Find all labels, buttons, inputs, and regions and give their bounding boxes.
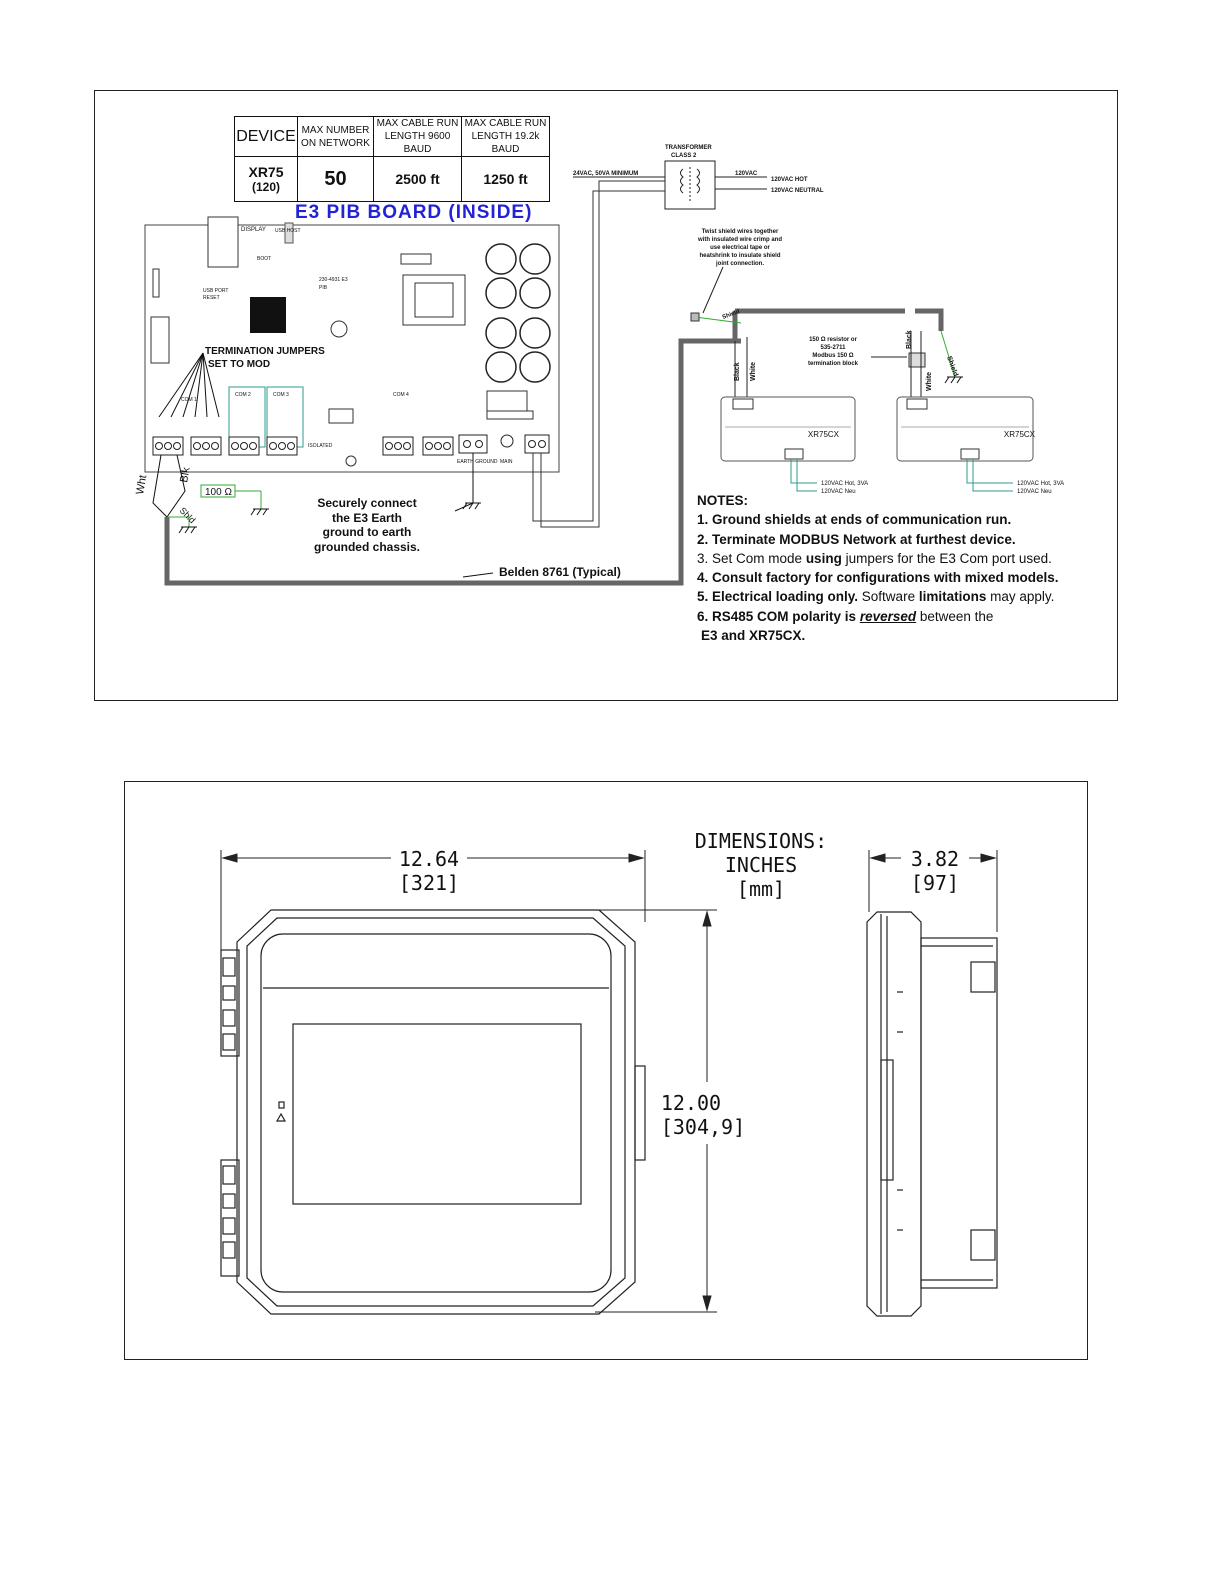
- set-to-mod-label: SET TO MOD: [208, 359, 271, 370]
- wiring-diagram-panel: [94, 90, 1118, 701]
- board-title: E3 PIB BOARD (INSIDE): [295, 202, 533, 223]
- table-header-max-number: MAX NUMBER ON NETWORK: [298, 117, 374, 157]
- xr75cx-device-1: [721, 397, 868, 495]
- belden-cable: [167, 341, 741, 583]
- device-model-sub: (120): [251, 180, 280, 194]
- dimension-drawing: [125, 782, 1087, 1359]
- label-isolated: ISOLATED: [308, 443, 333, 449]
- svg-text:grounded chassis.: grounded chassis.: [313, 540, 421, 554]
- transformer-primary: 120VAC: [735, 171, 758, 177]
- note-1: 1. Ground shields at ends of communication run.: [697, 512, 1012, 528]
- front-view: [221, 910, 645, 1314]
- svg-text:150 Ω resistor or: 150 Ω resistor or: [809, 337, 857, 343]
- table-cell-run-19200: 1250 ft: [462, 157, 550, 202]
- twist-shield-note: [697, 229, 782, 313]
- table-cell-max-number: 50: [298, 157, 374, 202]
- svg-text:DIMENSIONS:: DIMENSIONS:: [694, 829, 828, 853]
- termination-jumpers-label: TERMINATION JUMPERS: [205, 346, 325, 357]
- svg-text:ground to earth: ground to earth: [322, 525, 412, 539]
- dimensions-panel: [124, 781, 1088, 1360]
- wire-label-shield: Shield: [721, 309, 741, 321]
- label-main: MAIN: [500, 459, 513, 465]
- label-usb-host: USB HOST: [275, 228, 301, 234]
- depth-mm: [97]: [910, 871, 960, 895]
- height-inches: 12.00: [660, 1091, 722, 1115]
- label-boot: BOOT: [257, 256, 272, 262]
- transformer-secondary: 24VAC, 50VA MINIMUM: [573, 171, 639, 177]
- label-display: DISPLAY: [241, 227, 266, 233]
- table-header-run-19200: MAX CABLE RUN LENGTH 19.2k BAUD: [462, 117, 550, 157]
- label-part-number: 230-4931 E3: [319, 277, 348, 283]
- svg-text:[mm]: [mm]: [736, 877, 786, 901]
- note-6: 6. RS485 COM polarity is reversed between the: [697, 608, 994, 624]
- height-mm: [304,9]: [660, 1115, 746, 1139]
- label-com2: COM 2: [235, 392, 251, 398]
- svg-text:with insulated wire crimp and: with insulated wire crimp and: [697, 237, 783, 243]
- earth-ground-note: [314, 496, 420, 554]
- svg-text:535-2711: 535-2711: [820, 345, 846, 351]
- svg-text:the E3 Earth: the E3 Earth: [331, 511, 403, 525]
- device-2-power-neu: 120VAC Neu: [1017, 489, 1052, 495]
- svg-text:use electrical tape or: use electrical tape or: [710, 245, 770, 251]
- label-pib: PIB: [319, 285, 328, 291]
- note-3: 3. Set Com mode using jumpers for the E3 Com port used.: [697, 550, 1052, 566]
- transformer-title: TRANSFORMER: [665, 145, 712, 151]
- device-2-name: XR75CX: [1003, 430, 1035, 439]
- width-mm: [321]: [398, 871, 460, 895]
- label-reset: RESET: [203, 295, 220, 301]
- svg-text:heatshrink to insulate shield: heatshrink to insulate shield: [699, 253, 781, 259]
- svg-text:Twist shield wires together: Twist shield wires together: [701, 229, 779, 235]
- wire-label-white-1: White: [750, 361, 757, 381]
- note-2: 2. Terminate MODBUS Network at furthest device.: [697, 531, 1016, 547]
- label-com3: COM 3: [273, 392, 289, 398]
- ground-symbol-3: [945, 377, 963, 383]
- svg-text:INCHES: INCHES: [724, 853, 798, 877]
- table-cell-run-9600: 2500 ft: [374, 157, 462, 202]
- transformer-neutral: 120VAC NEUTRAL: [771, 188, 824, 194]
- xr75cx-device-2: [897, 397, 1064, 495]
- ground-symbol-1: [251, 509, 269, 515]
- resistor-100-label: 100 Ω: [205, 487, 232, 498]
- note-4: 4. Consult factory for configurations with mixed models.: [697, 570, 1059, 586]
- depth-inches: 3.82: [910, 847, 960, 871]
- processor-chip: [250, 297, 286, 333]
- device-1-name: XR75CX: [807, 430, 839, 439]
- table-header-device: DEVICE: [235, 117, 298, 157]
- wire-label-white-2: White: [926, 371, 933, 391]
- notes-title: NOTES:: [697, 493, 749, 508]
- device-1-power-hot: 120VAC Hot, 3VA: [821, 481, 869, 487]
- label-earth-ground: EARTH GROUND: [457, 459, 498, 465]
- wire-label-wht: Wht: [134, 474, 150, 496]
- transformer-class: CLASS 2: [671, 153, 697, 159]
- wire-label-shield-2: Shield: [945, 355, 959, 378]
- notes-block: [697, 491, 1059, 645]
- ground-symbol-2: [179, 527, 197, 533]
- transformer-hot: 120VAC HOT: [771, 177, 808, 183]
- device-model: XR75: [248, 164, 284, 180]
- transformer: [573, 145, 824, 209]
- label-usb-port: USB PORT: [203, 288, 229, 294]
- note-5: 5. Electrical loading only. Software limitations may apply.: [697, 589, 1055, 605]
- label-com1: COM 1: [181, 397, 197, 403]
- svg-text:Securely connect: Securely connect: [317, 496, 417, 510]
- label-com4: COM 4: [393, 392, 409, 398]
- note-6-cont: E3 and XR75CX.: [701, 628, 806, 644]
- svg-text:joint connection.: joint connection.: [716, 261, 764, 267]
- cable-label: Belden 8761 (Typical): [499, 565, 621, 579]
- svg-text:Modbus 150 Ω: Modbus 150 Ω: [812, 353, 854, 359]
- wire-label-black-1: Black: [734, 362, 741, 381]
- wire-label-shld: Shld: [177, 505, 198, 526]
- device-1-power-neu: 120VAC Neu: [821, 489, 856, 495]
- pib-board: [145, 217, 559, 472]
- side-view: [867, 912, 997, 1316]
- svg-text:termination block: termination block: [807, 361, 859, 367]
- wire-label-blk: Blk: [178, 466, 193, 484]
- wire-label-black-2: Black: [906, 330, 913, 349]
- device-2-power-hot: 120VAC Hot, 3VA: [1017, 481, 1065, 487]
- table-header-run-9600: MAX CABLE RUN LENGTH 9600 BAUD: [374, 117, 462, 157]
- dimensions-title: [695, 829, 827, 901]
- width-inches: 12.64: [398, 847, 460, 871]
